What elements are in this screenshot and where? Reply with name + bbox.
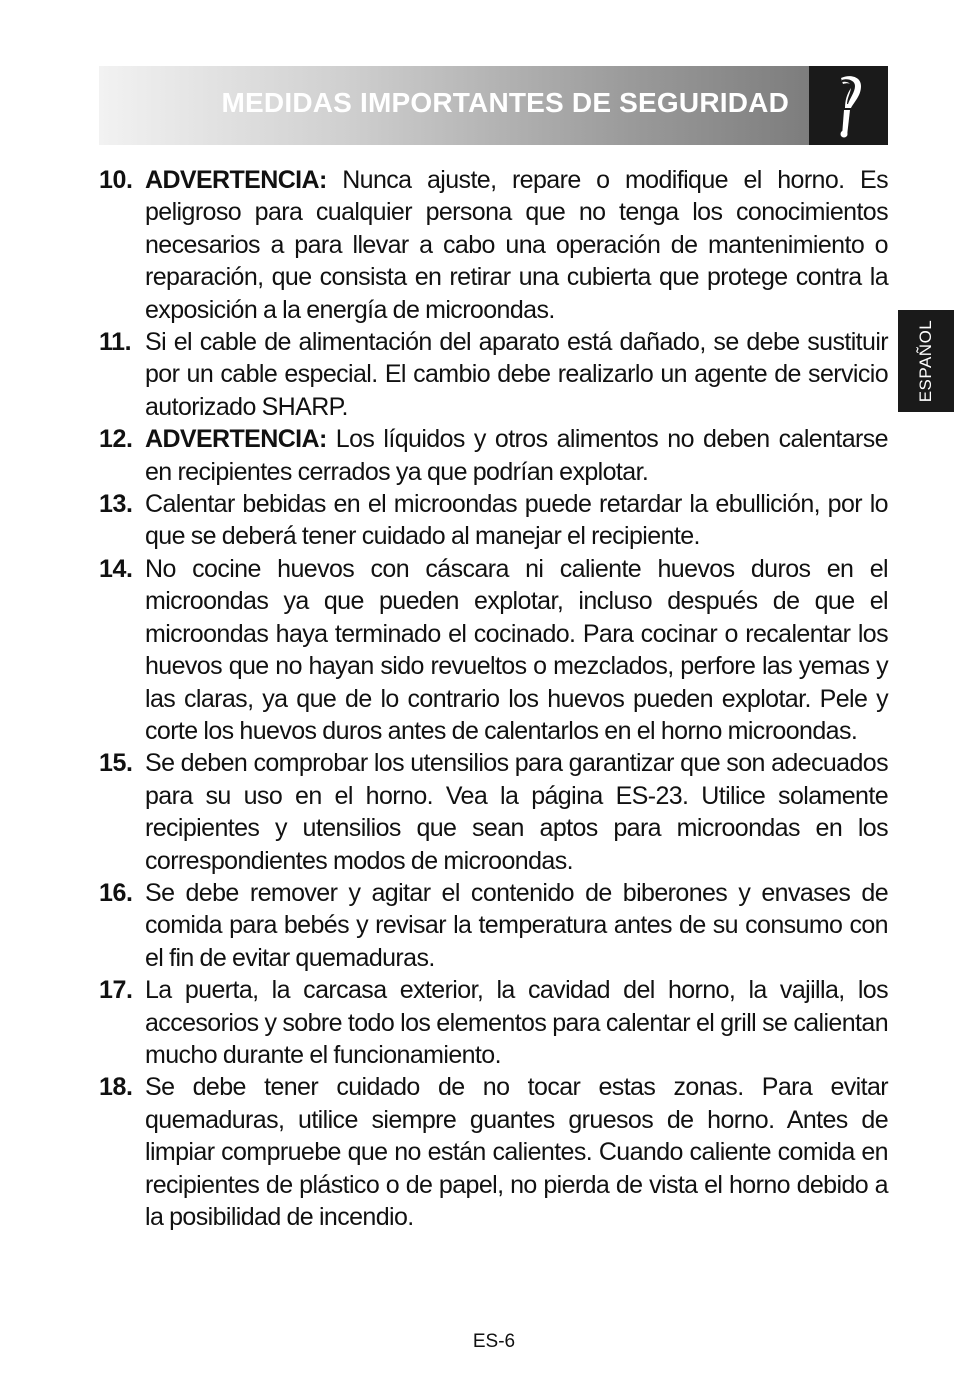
item-text: Si el cable de alimentación del aparato está dañado, se debe sustituir por un cable especial. El cambio debe realizarlo un agente de servicio autorizado SHARP.: [145, 328, 888, 421]
item-text: Se debe tener cuidado de no tocar estas zonas. Para evitar quemaduras, utilice siempre guantes gruesos de horno. Antes de limpiar compruebe que no están calientes. Cuando caliente comida en recipientes de plástico o de papel, no pierda de vista el horno debido a la posibilidad de incendio.: [145, 1073, 888, 1231]
list-item: [99, 747, 888, 877]
item-lead: ADVERTENCIA:: [145, 425, 327, 454]
item-text: No cocine huevos con cáscara ni caliente huevos duros en el microondas ya que pueden explotar, incluso después de que el microondas haya terminado el cocinado. Para cocinar o recalentar los huevos que no hayan sido revueltos o mezclados, perfore las yemas y las claras, ya que de lo contrario los huevos pueden explotar. Pele y corte los huevos duros antes de calentarlos en el horno microondas.: [145, 554, 888, 745]
item-number: 18.: [99, 1073, 133, 1102]
list-item: [99, 488, 888, 553]
item-text: Se debe remover y agitar el contenido de biberones y envases de comida para bebés y revisar la temperatura antes de su consumo con el fin de evitar quemaduras.: [145, 878, 888, 972]
section-header: [99, 66, 809, 145]
safety-instructions-list: [99, 164, 888, 1233]
list-item: [99, 1071, 888, 1233]
item-text: Nunca ajuste, repare o modifique el horno. Es peligroso para cualquier persona que no tenga los conocimientos necesarios a para llevar a cabo una operación de mantenimiento o reparación, que consista en retirar una cubierta que protege contra la exposición a la energía de microondas.: [145, 166, 888, 324]
item-number: 13.: [99, 490, 133, 519]
item-lead: ADVERTENCIA:: [145, 166, 327, 194]
list-item: [99, 326, 888, 423]
language-tab-label: ESPAÑOL: [916, 319, 935, 403]
list-item: [99, 877, 888, 974]
list-item: [99, 164, 888, 326]
item-number: 12.: [99, 425, 133, 454]
item-text: La puerta, la carcasa exterior, la cavidad del horno, la vajilla, los accesorios y sobre todo los elementos para calentar el grill se calientan mucho durante el funcionamiento.: [145, 976, 888, 1069]
warning-icon-box: [809, 66, 888, 145]
list-item: [99, 423, 888, 488]
language-tab: [898, 310, 954, 412]
item-number: 10.: [99, 166, 133, 194]
list-item: [99, 974, 888, 1071]
item-number: 15.: [99, 749, 133, 778]
item-number: 11.: [99, 328, 132, 357]
item-number: 14.: [99, 554, 133, 583]
item-text: Calentar bebidas en el microondas puede retardar la ebullición, por lo que se deberá tener cuidado al manejar el recipiente.: [145, 490, 888, 551]
warning-exclamation-icon: [827, 72, 871, 140]
item-number: 17.: [99, 976, 133, 1005]
list-item: [99, 553, 888, 747]
page-number: ES-6: [472, 1331, 516, 1352]
item-text: Se deben comprobar los utensilios para garantizar que son adecuados para su uso en el horno. Vea la página ES-23. Utilice solamente recipientes y utensilios que sean aptos para microondas en los correspondientes modos de microondas.: [145, 749, 888, 875]
item-text: Los líquidos y otros alimentos no deben calentarse en recipientes cerrados ya que podrían explotar.: [145, 425, 888, 486]
section-title: MEDIDAS IMPORTANTES DE SEGURIDAD: [221, 87, 789, 118]
item-number: 16.: [99, 878, 133, 907]
